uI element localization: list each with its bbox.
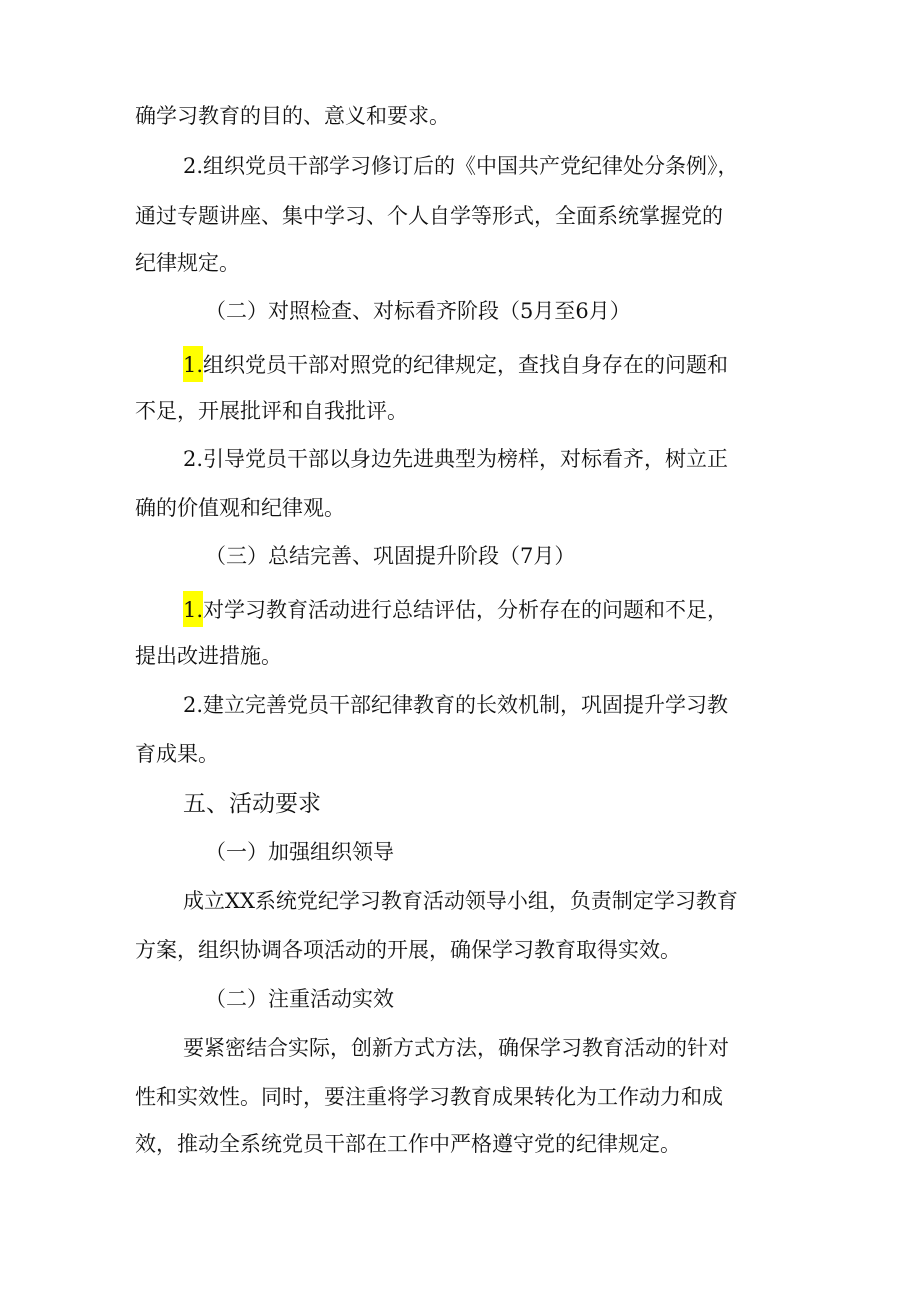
- item2-line2: 通过专题讲座、集中学习、个人自学等形式，全面系统掌握党的: [135, 204, 723, 228]
- section5-sub2-line2: 性和实效性。同时，要注重将学习教育成果转化为工作动力和成: [135, 1085, 723, 1109]
- section5-sub1-line2: 方案，组织协调各项活动的开展，确保学习教育取得实效。: [135, 938, 681, 962]
- phase2-item1-line1: [0, 346, 920, 382]
- item2-line1: 2.组织党员干部学习修订后的《中国共产党纪律处分条例》，: [183, 154, 739, 178]
- phase2-item1-line2: 不足，开展批评和自我批评。: [135, 399, 408, 423]
- section5-sub1-line1: 成立XX系统党纪学习教育活动领导小组，负责制定学习教育: [183, 889, 738, 913]
- phase2-item1-text: 组织党员干部对照党的纪律规定，查找自身存在的问题和: [203, 353, 729, 377]
- phase3-item2-line1: 2.建立完善党员干部纪律教育的长效机制，巩固提升学习教: [183, 693, 729, 717]
- phase3-item1-line2: 提出改进措施。: [135, 644, 282, 668]
- section5-sub2-line3: 效，推动全系统党员干部在工作中严格遵守党的纪律规定。: [135, 1132, 681, 1156]
- phase3-item2-line2: 育成果。: [135, 742, 219, 766]
- section5-sub1-title: （一）加强组织领导: [205, 840, 394, 864]
- phase2-title: （二）对照检查、对标看齐阶段（5月至6月）: [205, 299, 631, 323]
- phase3-item1-line1: [0, 591, 920, 627]
- highlight-number: 1.: [183, 591, 203, 627]
- item2-line3: 纪律规定。: [135, 251, 240, 275]
- section5-sub2-title: （二）注重活动实效: [205, 987, 394, 1011]
- phase3-title: （三）总结完善、巩固提升阶段（7月）: [205, 544, 576, 568]
- phase3-item1-text: 对学习教育活动进行总结评估，分析存在的问题和不足，: [203, 598, 729, 622]
- paragraph-line: 确学习教育的目的、意义和要求。: [135, 104, 450, 128]
- section5-sub2-line1: 要紧密结合实际，创新方式方法，确保学习教育活动的针对: [183, 1036, 729, 1060]
- phase2-item2-line1: 2.引导党员干部以身边先进典型为榜样，对标看齐，树立正: [183, 447, 729, 471]
- phase2-item2-line2: 确的价值观和纪律观。: [135, 496, 345, 520]
- highlight-number: 1.: [183, 346, 203, 382]
- section5-heading: 五、活动要求: [183, 791, 321, 817]
